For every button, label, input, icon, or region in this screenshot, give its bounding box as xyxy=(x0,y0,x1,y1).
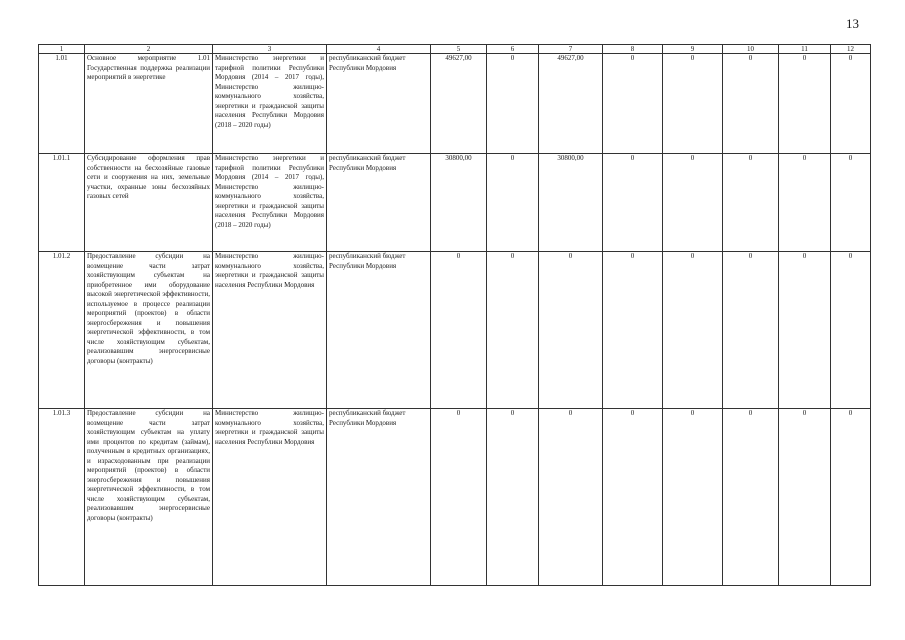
row-col6: 0 xyxy=(487,252,539,409)
row-col12: 0 xyxy=(831,54,871,154)
column-header: 4 xyxy=(327,45,431,54)
row-col8: 0 xyxy=(603,54,663,154)
row-col5: 30800,00 xyxy=(431,154,487,252)
row-col11: 0 xyxy=(779,154,831,252)
row-col6: 0 xyxy=(487,154,539,252)
row-source: республиканский бюджет Республики Мордовия xyxy=(327,409,431,586)
row-source: республиканский бюджет Республики Мордовия xyxy=(327,252,431,409)
column-header: 1 xyxy=(39,45,85,54)
row-col5: 0 xyxy=(431,409,487,586)
row-code: 1.01.3 xyxy=(39,409,85,586)
row-col9: 0 xyxy=(663,54,723,154)
column-header: 9 xyxy=(663,45,723,54)
row-executor: Министерство жилищно-коммунального хозяйства, энергетики и гражданской защиты населения Республики Мордовия xyxy=(213,409,327,586)
row-col8: 0 xyxy=(603,409,663,586)
row-col7: 0 xyxy=(539,252,603,409)
row-col11: 0 xyxy=(779,409,831,586)
row-col10: 0 xyxy=(723,252,779,409)
table-row xyxy=(39,252,871,409)
row-code: 1.01.2 xyxy=(39,252,85,409)
row-code: 1.01.1 xyxy=(39,154,85,252)
row-source: республиканский бюджет Республики Мордовия xyxy=(327,54,431,154)
row-col10: 0 xyxy=(723,54,779,154)
row-col6: 0 xyxy=(487,54,539,154)
column-header: 10 xyxy=(723,45,779,54)
column-header: 8 xyxy=(603,45,663,54)
row-source: республиканский бюджет Республики Мордовия xyxy=(327,154,431,252)
row-executor: Министерство энергетики и тарифной политики Республики Мордовия (2014 – 2017 годы), Министерство жилищно-коммунального хозяйства, энергетики и гражданской защиты населения Республики Мордовия (2018 – 2020 годы) xyxy=(213,54,327,154)
row-col10: 0 xyxy=(723,154,779,252)
table-row xyxy=(39,54,871,154)
column-header: 7 xyxy=(539,45,603,54)
row-col7: 49627,00 xyxy=(539,54,603,154)
column-header: 3 xyxy=(213,45,327,54)
column-header: 2 xyxy=(85,45,213,54)
row-col5: 49627,00 xyxy=(431,54,487,154)
row-name: Субсидирование оформления прав собственности на бесхозяйные газовые сети и сооружения на них, земельные участки, охранные зоны бесхозяйных газовых сетей xyxy=(85,154,213,252)
row-col9: 0 xyxy=(663,409,723,586)
row-col10: 0 xyxy=(723,409,779,586)
row-col12: 0 xyxy=(831,409,871,586)
table-row xyxy=(39,409,871,586)
row-col5: 0 xyxy=(431,252,487,409)
row-code: 1.01 xyxy=(39,54,85,154)
row-col12: 0 xyxy=(831,154,871,252)
row-col7: 0 xyxy=(539,409,603,586)
row-name: Предоставление субсидии на возмещение части затрат хозяйствующим субъектам на уплату ими процентов по кредитам (займам), полученным в кредитных организациях, и израсходованным при реализации мероприятий (проектов) в области энергосбережения и повышения энергетической эффективности, в том числе хозяйствующим субъектам, реализовавшим энергосервисные договоры (контракты) xyxy=(85,409,213,586)
column-header: 6 xyxy=(487,45,539,54)
header-row xyxy=(39,45,871,54)
row-executor: Министерство энергетики и тарифной политики Республики Мордовия (2014 – 2017 годы), Министерство жилищно-коммунального хозяйства, энергетики и гражданской защиты населения Республики Мордовия (2018 – 2020 годы) xyxy=(213,154,327,252)
table-row xyxy=(39,154,871,252)
row-col9: 0 xyxy=(663,252,723,409)
row-col8: 0 xyxy=(603,154,663,252)
column-header: 11 xyxy=(779,45,831,54)
column-header: 12 xyxy=(831,45,871,54)
page-number: 13 xyxy=(846,16,859,31)
program-table xyxy=(38,44,871,586)
column-header: 5 xyxy=(431,45,487,54)
row-col9: 0 xyxy=(663,154,723,252)
row-name: Основное мероприятие 1.01 Государственная поддержка реализации мероприятий в энергетике xyxy=(85,54,213,154)
row-col12: 0 xyxy=(831,252,871,409)
row-col11: 0 xyxy=(779,252,831,409)
row-col6: 0 xyxy=(487,409,539,586)
row-name: Предоставление субсидии на возмещение части затрат хозяйствующим субъектам на приобретенное ими оборудование высокой энергетической эффективности, используемое в процессе реализации мероприятий (проектов) в области энергосбережения и повышения энергетической эффективности, в том числе хозяйствующим субъектам, реализовавшим энергосервисные договоры (контракты) xyxy=(85,252,213,409)
row-executor: Министерство жилищно-коммунального хозяйства, энергетики и гражданской защиты населения Республики Мордовия xyxy=(213,252,327,409)
row-col8: 0 xyxy=(603,252,663,409)
row-col11: 0 xyxy=(779,54,831,154)
row-col7: 30800,00 xyxy=(539,154,603,252)
